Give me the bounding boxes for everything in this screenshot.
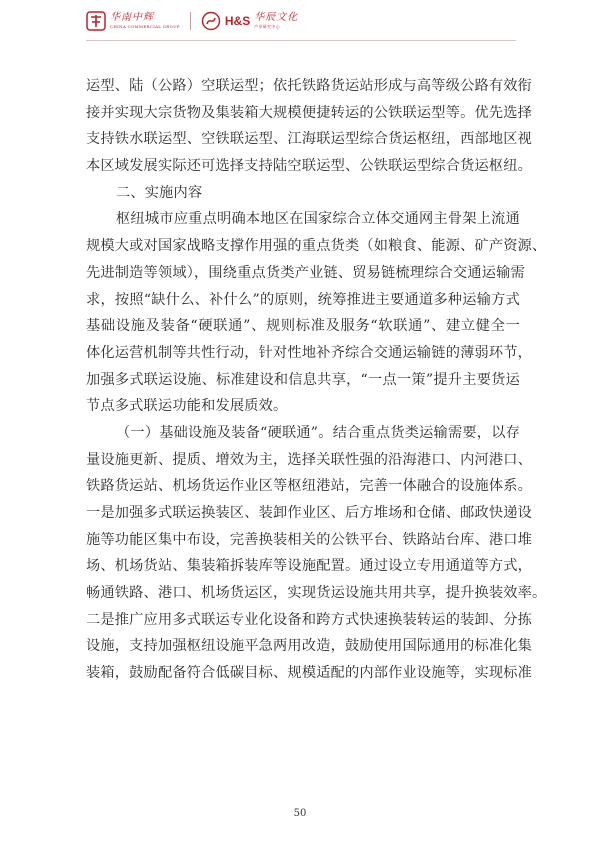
text-line: 支持铁水联运型、空铁联运型、江海联运型综合货运枢纽，西部地区视: [86, 131, 533, 148]
text-line: 一是加强多式联运换装区、装卸作业区、后方堆场和仓储、邮政快递设: [86, 505, 533, 521]
page-header: [86, 6, 298, 36]
brand2-mark: H&S: [224, 14, 251, 28]
page-number: 50: [293, 808, 307, 819]
brand2-name: 华辰文化: [254, 12, 299, 23]
brand1-subtitle: CHINA COMMERCIAL GROUP: [110, 24, 180, 29]
document-body: [86, 73, 547, 687]
text-line: 运型、陆（公路）空联运型；依托铁路货运站形成与高等级公路有效衔: [86, 78, 533, 94]
text-line: 体化运营机制等共性行动，针对性地补齐综合交通运输链的薄弱环节，: [86, 344, 533, 361]
text-line: 加强多式联运设施、标准建设和信息共享，“一点一策”提升主要货运: [86, 371, 520, 388]
header-rule: [86, 40, 516, 41]
text-line: 铁路货运站、机场货运作业区等枢纽港站，完善一体融合的设施体系。: [86, 478, 533, 495]
text-line: 量设施更新、提质、增效为主，选择关联性强的沿海港口、内河港口、: [86, 451, 533, 468]
text-line: 求，按照“缺什么、补什么”的原则，统筹推进主要通道多种运输方式: [86, 291, 520, 308]
brand-emblem-icon: [86, 11, 106, 31]
brand-logo-huanan: [86, 11, 180, 31]
text-line: 本区域发展实际还可选择支持陆空联运型、公铁联运型综合货运枢纽。: [86, 158, 533, 175]
text-line: 接并实现大宗货物及集装箱大规模便捷转运的公铁联运型等。优先选择: [86, 104, 533, 121]
section-heading: 二、实施内容: [116, 184, 203, 201]
brand1-name: 华南中辉: [110, 12, 154, 23]
text-line: 规模大或对国家战略支撑作用强的重点货类（如粮食、能源、矿产资源、: [86, 238, 547, 255]
text-line: 先进制造等领域），围绕重点货类产业链、贸易链梳理综合交通运输需: [86, 264, 525, 281]
text-line: 畅通铁路、港口、机场货运区，实现货运设施共用共享，提升换装效率。: [86, 585, 547, 602]
hs-circle-icon: [201, 11, 221, 31]
text-line: （一）基础设施及装备“硬联通”。结合重点货类运输需要，以存: [116, 424, 520, 441]
text-line: 装箱，鼓励配备符合低碳目标、规模适配的内部作业设施等，实现标准: [86, 665, 533, 682]
brand2-subtitle: 产业研究中心: [254, 24, 281, 29]
text-line: 施等功能区集中布设，完善换装相关的公铁平台、铁路站台库、港口堆: [86, 531, 533, 548]
text-line: 设施，支持加强枢纽设施平急两用改造，鼓励使用国际通用的标准化集: [86, 638, 533, 655]
text-line: 基础设施及装备“硬联通”、规则标准及服务“软联通”、建立健全一: [86, 318, 520, 335]
text-line: 二是推广应用多式联运专业化设备和跨方式快速换装转运的装卸、分拣: [86, 611, 533, 628]
text-line: 枢纽城市应重点明确本地区在国家综合立体交通网主骨架上流通: [116, 211, 520, 228]
brand-logo-hs: [201, 11, 298, 31]
header-divider: [190, 12, 191, 30]
text-line: 场、机场货站、集装箱拆装库等设施配置。通过设立专用通道等方式，: [86, 558, 533, 575]
text-line: 节点多式联运功能和发展质效。: [86, 398, 288, 415]
